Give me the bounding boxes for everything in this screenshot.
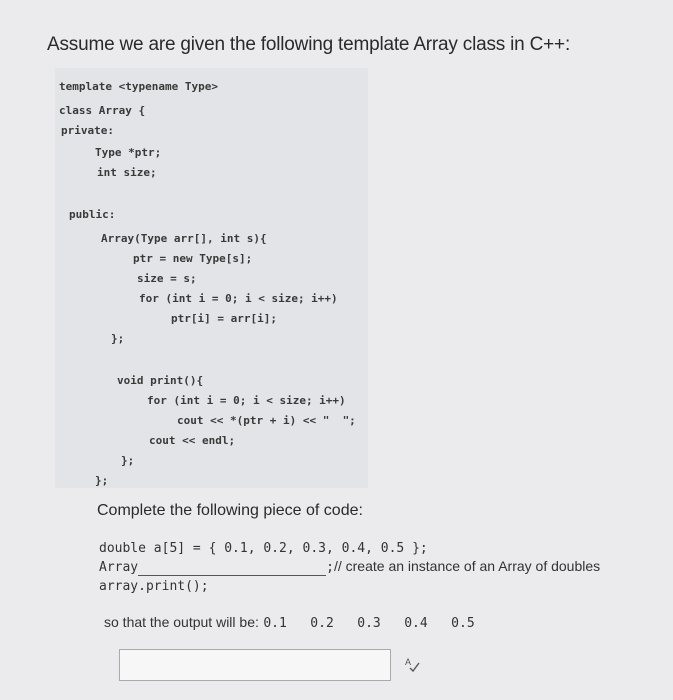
code-line-new: ptr = new Type[s]; <box>133 252 253 265</box>
code-line-size: int size; <box>97 166 157 179</box>
output-values: 0.1 0.2 0.3 0.4 0.5 <box>263 616 475 631</box>
array-type-prefix: Array <box>99 560 139 575</box>
expected-output <box>104 614 475 632</box>
question-text: Assume we are given the following template Array class in C++: <box>47 34 571 55</box>
code-print-call: array.print(); <box>99 579 209 594</box>
code-line-template: template <typename Type> <box>59 80 218 93</box>
code-line-end-constructor: }; <box>111 332 125 345</box>
code-line-ptr: Type *ptr; <box>95 146 162 159</box>
statement-semicolon: ; <box>326 560 334 575</box>
code-line-end-print: }; <box>121 454 135 467</box>
code-line-assign-size: size = s; <box>137 272 197 285</box>
answer-input[interactable] <box>119 649 391 681</box>
code-array-declaration: double a[5] = { 0.1, 0.2, 0.3, 0.4, 0.5 }; <box>99 541 428 556</box>
code-blank <box>138 561 326 576</box>
code-line-class: class Array { <box>59 104 146 117</box>
task-prompt: Complete the following piece of code: <box>97 502 363 519</box>
code-instance-line <box>99 558 600 576</box>
code-line-constructor: Array(Type arr[], int s){ <box>101 232 267 245</box>
code-line-public: public: <box>69 208 116 221</box>
code-line-copy: ptr[i] = arr[i]; <box>171 312 277 325</box>
code-line-private: private: <box>61 124 114 137</box>
output-label: so that the output will be: <box>104 614 259 630</box>
code-line-for-loop: for (int i = 0; i < size; i++) <box>139 292 338 305</box>
code-line-end-class: }; <box>95 474 109 487</box>
svg-text:A: A <box>405 657 412 667</box>
code-line-cout-value: cout << *(ptr + i) << " "; <box>177 414 356 427</box>
code-image-panel <box>55 68 368 488</box>
code-line-print: void print(){ <box>117 374 204 387</box>
spellcheck-icon[interactable] <box>404 656 420 676</box>
code-line-print-for: for (int i = 0; i < size; i++) <box>147 394 346 407</box>
code-line-cout-endl: cout << endl; <box>149 434 236 447</box>
instance-comment: // create an instance of an Array of doubles <box>333 558 601 574</box>
